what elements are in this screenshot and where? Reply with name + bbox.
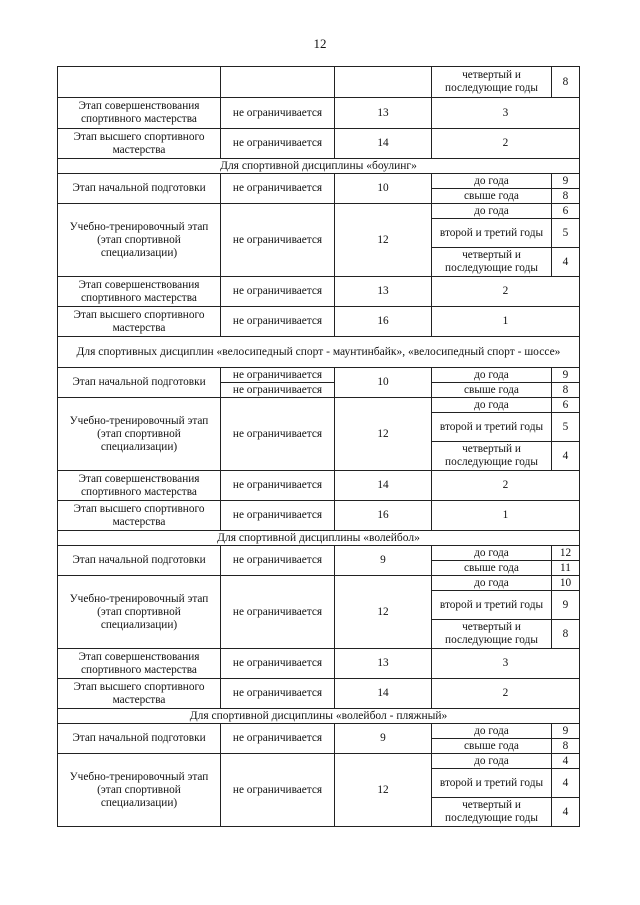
table-cell: четвертый и последующие годы — [432, 248, 552, 277]
table-cell: 4 — [552, 754, 580, 769]
table-row — [58, 501, 580, 531]
table-cell: 10 — [335, 368, 432, 398]
table-row — [58, 129, 580, 159]
table-cell: 12 — [335, 398, 432, 471]
table-cell: Этап высшего спортивного мастерства — [58, 129, 221, 159]
table-cell: 9 — [335, 724, 432, 754]
table-row — [58, 174, 580, 189]
table-row — [58, 576, 580, 591]
table-cell: четвертый и последующие годы — [432, 620, 552, 649]
table-cell: 14 — [335, 129, 432, 159]
table-cell: 13 — [335, 649, 432, 679]
table-cell: 8 — [552, 383, 580, 398]
table-cell: четвертый и последующие годы — [432, 798, 552, 827]
table-cell: 14 — [335, 471, 432, 501]
table-cell: 8 — [552, 739, 580, 754]
table-cell: Этап совершенствования спортивного мастерства — [58, 649, 221, 679]
table-cell: не ограничивается — [221, 649, 335, 679]
table-row — [58, 307, 580, 337]
table-cell: до года — [432, 724, 552, 739]
table-row — [58, 277, 580, 307]
table-cell: Этап начальной подготовки — [58, 546, 221, 576]
table-cell: четвертый и последующие годы — [432, 67, 552, 98]
table-row — [58, 546, 580, 561]
table-row — [58, 754, 580, 769]
table-cell: Учебно-тренировочный этап (этап спортивной специализации) — [58, 576, 221, 649]
table-cell: 10 — [552, 576, 580, 591]
table-cell: Этап совершенствования спортивного мастерства — [58, 277, 221, 307]
table-row — [58, 368, 580, 383]
table-cell: до года — [432, 398, 552, 413]
table-cell: свыше года — [432, 561, 552, 576]
table-cell: второй и третий годы — [432, 591, 552, 620]
table-cell: 4 — [552, 248, 580, 277]
table-cell: 12 — [335, 576, 432, 649]
table-cell: 11 — [552, 561, 580, 576]
section-title: Для спортивных дисциплин «велосипедный спорт - маунтинбайк», «велосипедный спорт - шоссе» — [58, 337, 580, 368]
table-row — [58, 724, 580, 739]
section-header-row — [58, 709, 580, 724]
table-cell: 9 — [552, 724, 580, 739]
table-cell: 4 — [552, 442, 580, 471]
section-title: Для спортивной дисциплины «волейбол - пляжный» — [58, 709, 580, 724]
table-cell: 16 — [335, 307, 432, 337]
table-cell: четвертый и последующие годы — [432, 442, 552, 471]
table-cell: свыше года — [432, 189, 552, 204]
section-title: Для спортивной дисциплины «боулинг» — [58, 159, 580, 174]
table-row — [58, 471, 580, 501]
table-cell: Этап совершенствования спортивного мастерства — [58, 471, 221, 501]
table-cell: не ограничивается — [221, 383, 335, 398]
table-cell: не ограничивается — [221, 129, 335, 159]
section-title: Для спортивной дисциплины «волейбол» — [58, 531, 580, 546]
table-cell: 2 — [432, 679, 580, 709]
table-cell: не ограничивается — [221, 501, 335, 531]
table-row — [58, 67, 580, 98]
table-cell — [221, 67, 335, 98]
table-cell: 3 — [432, 98, 580, 129]
table-cell: не ограничивается — [221, 98, 335, 129]
table-cell — [335, 67, 432, 98]
table-cell: до года — [432, 754, 552, 769]
table-cell: 6 — [552, 204, 580, 219]
table-cell: 4 — [552, 798, 580, 827]
table-cell: 2 — [432, 129, 580, 159]
table-cell: 12 — [552, 546, 580, 561]
table-cell: не ограничивается — [221, 679, 335, 709]
table-cell: второй и третий годы — [432, 769, 552, 798]
table-cell: 9 — [552, 174, 580, 189]
table-cell: до года — [432, 204, 552, 219]
table-row — [58, 204, 580, 219]
table-row — [58, 398, 580, 413]
table-cell: не ограничивается — [221, 754, 335, 827]
table-cell: не ограничивается — [221, 546, 335, 576]
table-cell: не ограничивается — [221, 368, 335, 383]
table-cell: 9 — [552, 368, 580, 383]
table-cell: 14 — [335, 679, 432, 709]
table-cell: не ограничивается — [221, 277, 335, 307]
table-cell: не ограничивается — [221, 724, 335, 754]
section-header-row — [58, 159, 580, 174]
table-cell: не ограничивается — [221, 174, 335, 204]
table-cell: 5 — [552, 219, 580, 248]
table-cell: 8 — [552, 189, 580, 204]
table-cell: Учебно-тренировочный этап (этап спортивной специализации) — [58, 204, 221, 277]
table-cell: 4 — [552, 769, 580, 798]
table-cell: 1 — [432, 501, 580, 531]
table-cell: не ограничивается — [221, 307, 335, 337]
table-cell: Этап начальной подготовки — [58, 174, 221, 204]
table-cell — [58, 67, 221, 98]
table-cell: 2 — [432, 277, 580, 307]
table-row — [58, 98, 580, 129]
table-body — [58, 67, 580, 827]
table-cell: Этап высшего спортивного мастерства — [58, 501, 221, 531]
table-cell: 16 — [335, 501, 432, 531]
table-row — [58, 679, 580, 709]
table-cell: 13 — [335, 98, 432, 129]
table-cell: 10 — [335, 174, 432, 204]
table-cell: 9 — [335, 546, 432, 576]
table-cell: не ограничивается — [221, 576, 335, 649]
table-cell: 1 — [432, 307, 580, 337]
table-cell: 6 — [552, 398, 580, 413]
sports-stage-table — [57, 66, 580, 827]
table-cell: второй и третий годы — [432, 219, 552, 248]
table-cell: Этап начальной подготовки — [58, 724, 221, 754]
table-cell: Этап начальной подготовки — [58, 368, 221, 398]
table-cell: 12 — [335, 754, 432, 827]
table-cell: не ограничивается — [221, 471, 335, 501]
table-cell: 12 — [335, 204, 432, 277]
table-cell: Этап высшего спортивного мастерства — [58, 307, 221, 337]
table-cell: 5 — [552, 413, 580, 442]
table-cell: 2 — [432, 471, 580, 501]
table-cell: до года — [432, 368, 552, 383]
table-cell: Этап высшего спортивного мастерства — [58, 679, 221, 709]
table-cell: второй и третий годы — [432, 413, 552, 442]
table-cell: до года — [432, 546, 552, 561]
table-cell: 9 — [552, 591, 580, 620]
table-row — [58, 649, 580, 679]
table-cell: свыше года — [432, 383, 552, 398]
table-cell: свыше года — [432, 739, 552, 754]
table-cell: не ограничивается — [221, 398, 335, 471]
table-cell: Учебно-тренировочный этап (этап спортивной специализации) — [58, 398, 221, 471]
table-cell: Этап совершенствования спортивного мастерства — [58, 98, 221, 129]
table-cell: не ограничивается — [221, 204, 335, 277]
table-cell: 8 — [552, 620, 580, 649]
section-header-row — [58, 531, 580, 546]
section-header-row — [58, 337, 580, 368]
table-cell: 13 — [335, 277, 432, 307]
table-cell: 3 — [432, 649, 580, 679]
table-cell: до года — [432, 576, 552, 591]
page-number: 12 — [313, 36, 327, 51]
table-cell: до года — [432, 174, 552, 189]
table-cell: Учебно-тренировочный этап (этап спортивной специализации) — [58, 754, 221, 827]
table-cell: 8 — [552, 67, 580, 98]
